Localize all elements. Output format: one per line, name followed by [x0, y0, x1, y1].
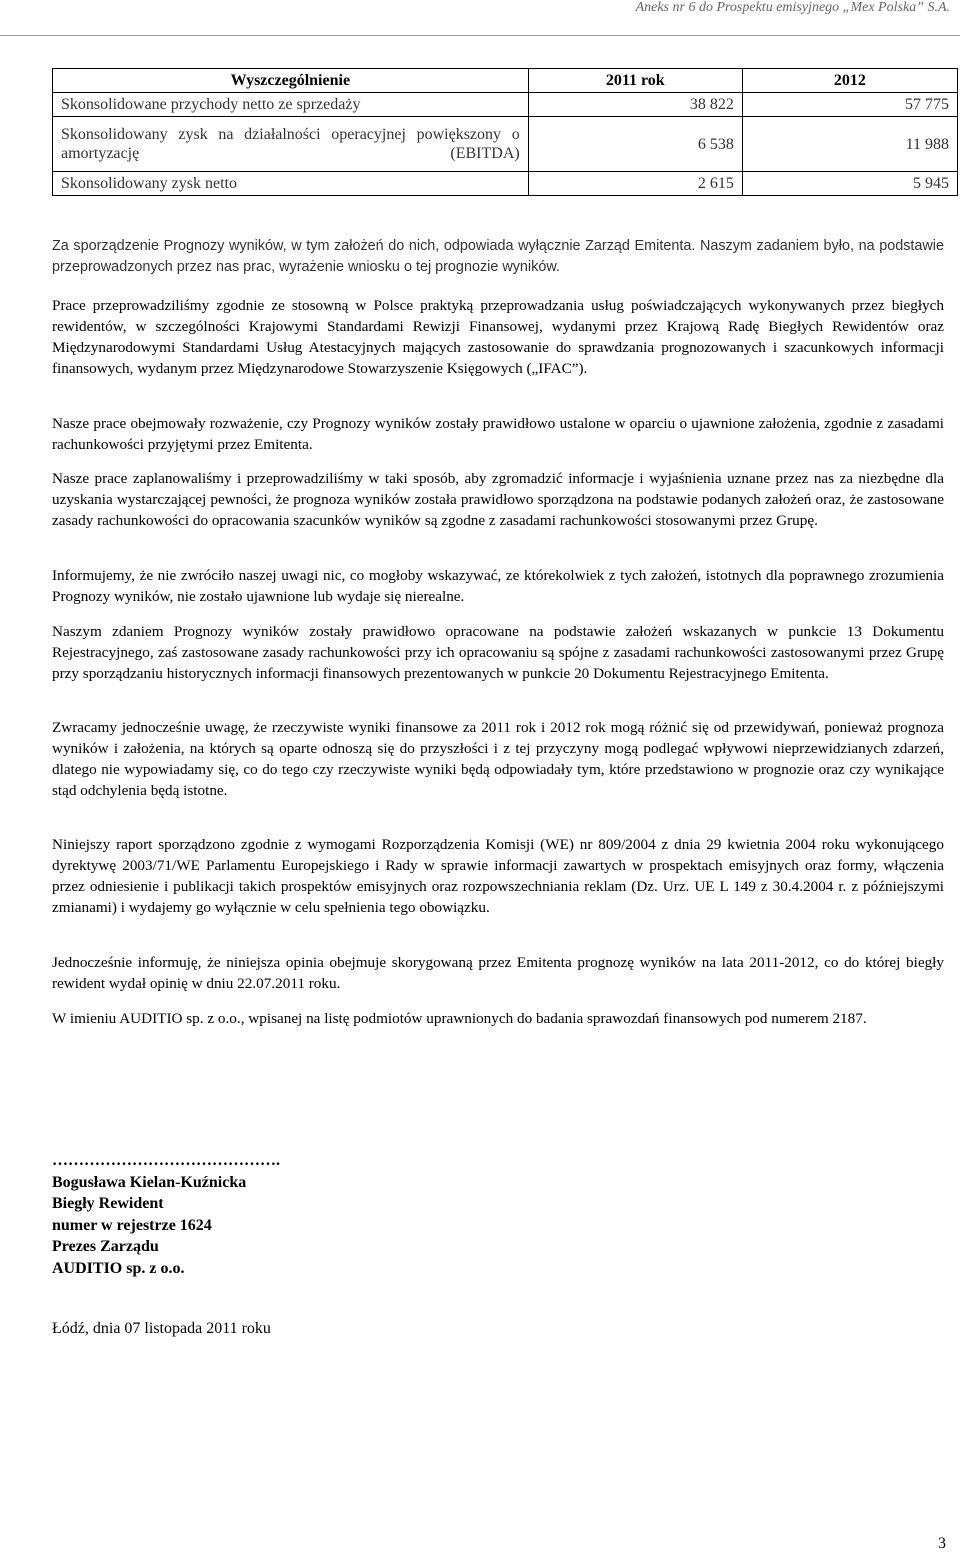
signature-block [52, 1150, 280, 1279]
signature-dots: ……………………………………. [52, 1152, 280, 1169]
signatory-registry-number: numer w rejestrze 1624 [52, 1216, 212, 1234]
paragraph-planning: Nasze prace zaplanowaliśmy i przeprowadziliśmy w taki sposób, aby zgromadzić informacje i wyjaśnienia uznane przez nas za niezbędne dla uzyskania wystarczającej pewności, że prognoza wyników została prawidłowo sporządzona na podstawie podanych założeń oraz, że zastosowane zasady rachunkowości do opracowania szacunków wyników są zgodne z zasadami rachunkowości stosowanymi przez Grupę. [52, 470, 944, 529]
signatory-position: Prezes Zarządu [52, 1238, 159, 1255]
table-cell-value: 38 822 [528, 93, 742, 117]
table-row [53, 93, 958, 117]
paragraph-emphasis: Zwracamy jednocześnie uwagę, że rzeczywiste wyniki finansowe za 2011 rok i 2012 rok mogą różnić się od przewidywań, ponieważ prognoza wyników i założenia, na których są oparte odnoszą się do przyszłości i z tej przyczyny mogą podlegać wpływowi nieprzewidzianych zdarzeń, dlatego nie wypowiadamy się, co do tego czy rzeczywiste wyniki będą odpowiadały tym, które przedstawiono w prognozie oraz czy wynikające stąd odchylenia będą istotne. [52, 719, 944, 799]
table-cell-label [53, 117, 529, 172]
paragraph-regulation: Niniejszy raport sporządzono zgodnie z wymogami Rozporządzenia Komisji (WE) nr 809/2004 z dnia 29 kwietnia 2004 roku wykonującego dyrektywę 2003/71/WE Parlamentu Europejskiego i Rady w sprawie informacji zawartych w prospektach emisyjnych oraz formy, włączenia przez odniesienie i publikacji takich prospektów emisyjnych oraz rozpowszechniania reklam (Dz. Urz. UE L 149 z 30.4.2004 r. z późniejszymi zmianami) i wydajemy go wyłącznie w celu spełnienia tego obowiązku. [52, 836, 944, 916]
table-cell-label: Skonsolidowane przychody netto ze sprzedaży [53, 93, 529, 117]
table-cell-label: Skonsolidowany zysk netto [53, 172, 529, 196]
table-row [53, 172, 958, 196]
table-header-cell: Wyszczególnienie [53, 69, 529, 93]
table-cell-value: 2 615 [528, 172, 742, 196]
paragraph-scope: Nasze prace obejmowały rozważenie, czy Prognozy wyników zostały prawidłowo ustalone w oparciu o ujawnione założenia, zgodnie z zasadami rachunkowości przyjętymi przez Emitenta. [52, 415, 944, 453]
signatory-name: Bogusława Kielan-Kuźnicka [52, 1173, 247, 1191]
table-header-row [53, 69, 958, 93]
financial-forecast-table [52, 68, 958, 196]
paragraph-findings: Informujemy, że nie zwróciło naszej uwagi nic, co mogłoby wskazywać, ze którekolwiek z tych założeń, istotnych dla poprawnego zrozumienia Prognozy wyników, nie zostało ujawnione lub wydaje się nierealne. [52, 567, 944, 605]
table-row [53, 117, 958, 172]
place-and-date: Łódź, dnia 07 listopada 2011 roku [52, 1320, 271, 1337]
table-header-cell: 2012 [742, 69, 957, 93]
paragraph-on-behalf: W imieniu AUDITIO sp. z o.o., wpisanej na listę podmiotów uprawnionych do badania sprawozdań finansowych pod numerem 2187. [52, 1010, 867, 1027]
document-header-title: Aneks nr 6 do Prospektu emisyjnego „Mex Polska” S.A. [635, 0, 950, 15]
signatory-company: AUDITIO sp. z o.o. [52, 1259, 185, 1277]
table-cell-value: 11 988 [742, 117, 957, 172]
table-cell-value: 57 775 [742, 93, 957, 117]
paragraph-opinion: Naszym zdaniem Prognozy wyników zostały prawidłowo opracowane na podstawie założeń wskazanych w punkcie 13 Dokumentu Rejestracyjnego, zaś zastosowane zasady rachunkowości przy ich opracowaniu są spójne z zasadami rachunkowości zastosowanymi przez Grupę przy sporządzaniu historycznych informacji finansowych prezentowanych w punkcie 20 Dokumentu Rejestracyjnego Emitenta. [52, 623, 944, 682]
table-cell-value: 5 945 [742, 172, 957, 196]
page-number: 3 [938, 1535, 946, 1552]
table-cell-label-text: Skonsolidowany zysk na działalności operacyjnej powiększony o amortyzację (EBITDA) [61, 126, 520, 162]
table-header-cell: 2011 rok [528, 69, 742, 93]
table-cell-value: 6 538 [528, 117, 742, 172]
paragraph-responsibility: Za sporządzenie Prognozy wyników, w tym założeń do nich, odpowiada wyłącznie Zarząd Emitenta. Naszym zadaniem było, na podstawie przeprowadzonych przez nas prac, wyrażenie wniosku o tej prognozie wyników. [52, 238, 944, 275]
header-divider [0, 35, 960, 36]
signatory-role: Biegły Rewident [52, 1195, 164, 1212]
paragraph-standards: Prace przeprowadziliśmy zgodnie ze stosowną w Polsce praktyką przeprowadzania usług poświadczających wykonywanych przez biegłych rewidentów, w szczególności Krajowymi Standardami Rewizji Finansowej, wydanymi przez Krajową Radę Biegłych Rewidentów oraz Międzynarodowymi Standardami Usług Atestacyjnych mających zastosowanie do sprawdzania prognozowanych i szacunkowych informacji finansowych, wydanym przez Międzynarodowe Stowarzyszenie Księgowych („IFAC”). [52, 297, 944, 377]
paragraph-corrected-forecast: Jednocześnie informuję, że niniejsza opinia obejmuje skorygowaną przez Emitenta prognozę wyników na lata 2011-2012, co do której biegły rewident wydał opinię w dniu 22.07.2011 roku. [52, 954, 944, 992]
